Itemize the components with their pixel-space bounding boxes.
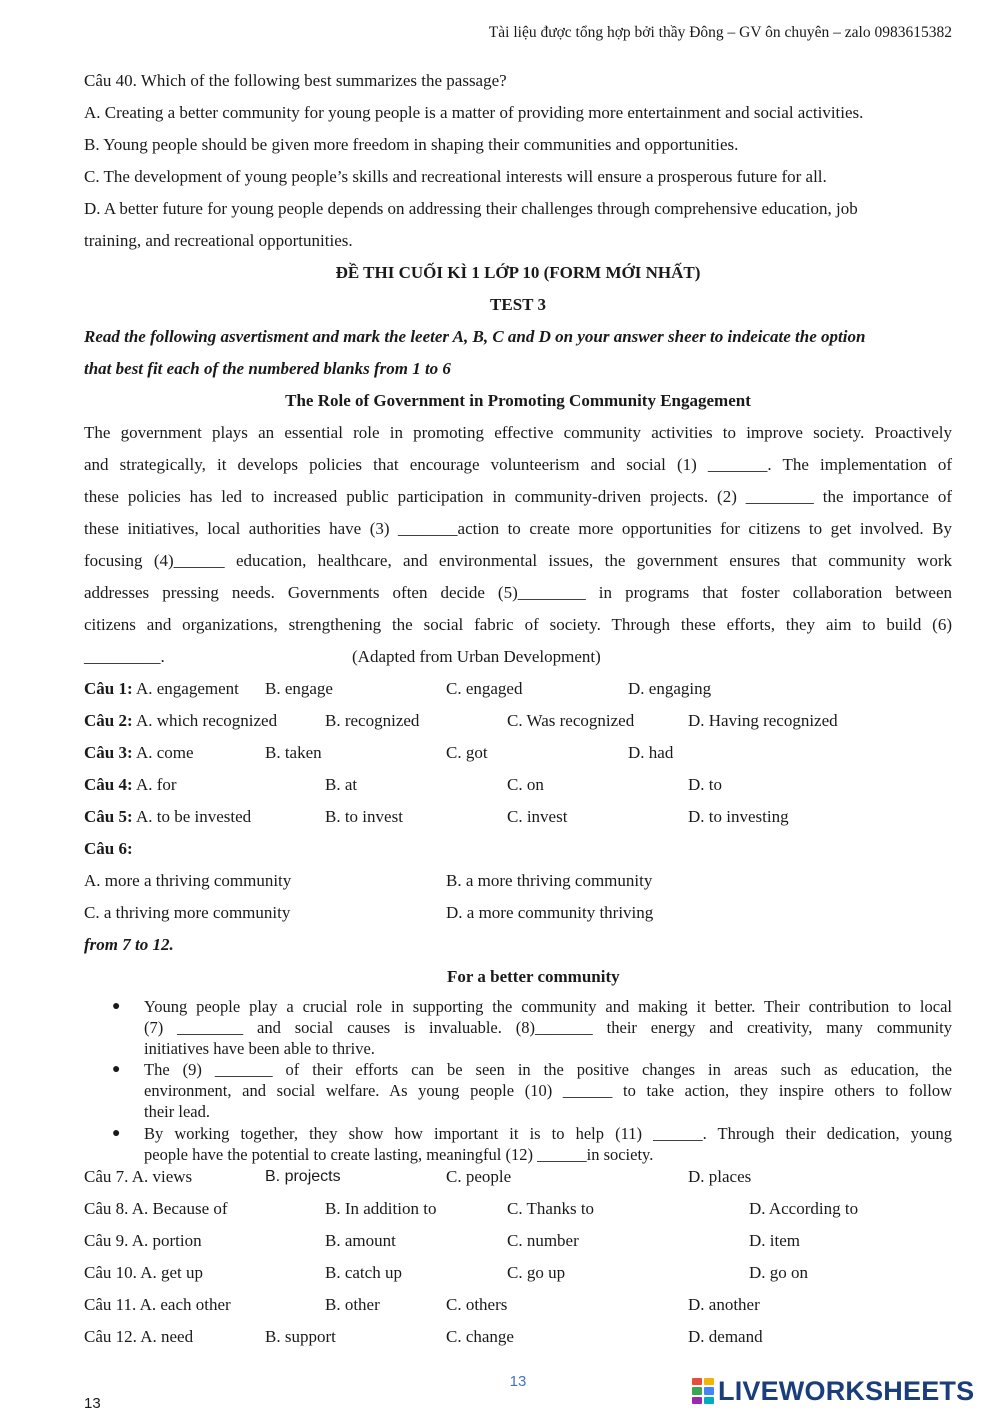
logo-tile <box>704 1397 714 1404</box>
q40-option-b: B. Young people should be given more freedom in shaping their communities and opportunities. <box>84 135 739 154</box>
q4-option-a[interactable]: A. for <box>135 775 177 794</box>
question-1: Câu 1: A. engagement <box>84 679 239 698</box>
bullet-line: (7) ________ and social causes is invaluable. (8)_______ their energy and creativity, many community <box>144 1018 952 1037</box>
q5-option-a[interactable]: A. to be invested <box>135 807 252 826</box>
bullet-dot-icon: ● <box>112 999 121 1014</box>
q40-question: Câu 40. Which of the following best summarizes the passage? <box>84 71 507 90</box>
passage-line: these policies has led to increased public participation in community-driven projects. (2) ________ the importance of <box>84 487 952 506</box>
q40-option-c: C. The development of young people’s skills and recreational interests will ensure a prosperous future for all. <box>84 167 827 186</box>
q3-option-d[interactable]: D. had <box>628 743 674 762</box>
q9-option-a[interactable]: A. portion <box>131 1231 202 1250</box>
q10-option-d[interactable]: D. go on <box>749 1263 809 1282</box>
question-7: Câu 7. A. views <box>84 1167 193 1186</box>
question-3: Câu 3: A. come <box>84 743 194 762</box>
question-5: Câu 5: A. to be invested <box>84 807 252 826</box>
bullet-line: Young people play a crucial role in supporting the community and making it better. Their contribution to local <box>144 997 952 1016</box>
q12-option-a[interactable]: A. need <box>140 1327 194 1346</box>
q6-option-a[interactable]: A. more a thriving community <box>84 871 292 890</box>
q8-option-c[interactable]: C. Thanks to <box>507 1199 595 1218</box>
bullet-line: The (9) _______ of their efforts can be seen in the positive changes in areas such as education, the <box>144 1060 952 1079</box>
question-8: Câu 8. A. Because of <box>84 1199 228 1218</box>
instruction-line-2: that best fit each of the numbered blanks from 1 to 6 <box>84 359 451 378</box>
q5-option-d[interactable]: D. to investing <box>688 807 789 826</box>
logo-tile <box>704 1387 714 1394</box>
q5-option-b[interactable]: B. to invest <box>325 807 403 826</box>
page-number-center: 13 <box>509 1373 527 1390</box>
q40-option-d-line1: D. A better future for young people depends on addressing their challenges through comprehensive education, job <box>84 199 858 218</box>
q5-option-c[interactable]: C. invest <box>507 807 568 826</box>
bullet-paragraph <box>84 1123 952 1165</box>
q11-option-c[interactable]: C. others <box>446 1295 508 1314</box>
q9-option-c[interactable]: C. number <box>507 1231 579 1250</box>
logo-tile <box>704 1378 714 1385</box>
passage-source: (Adapted from Urban Development) <box>352 647 601 666</box>
passage-line: citizens and organizations, strengthening the social fabric of society. Through these efforts, they aim to build (6) <box>84 615 952 634</box>
bullet-paragraph <box>84 996 952 1059</box>
q40-option-d-line2: training, and recreational opportunities. <box>84 231 353 250</box>
bullet-line: initiatives have been able to thrive. <box>144 1039 375 1058</box>
instruction-line-1: Read the following asvertisment and mark the leeter A, B, C and D on your answer sheer to indeicate the option <box>84 327 866 346</box>
q2-option-a[interactable]: A. which recognized <box>135 711 278 730</box>
brand-name: LIVEWORKSHEETS <box>718 1375 975 1406</box>
bullet-paragraph <box>84 1059 952 1122</box>
q3-option-a[interactable]: A. come <box>135 743 194 762</box>
exam-test-number: TEST 3 <box>490 295 546 314</box>
passage-line: focusing (4)______ education, healthcare, and environmental issues, the government ensures that community work <box>84 551 952 570</box>
question-12: Câu 12. A. need <box>84 1327 194 1346</box>
question-4: Câu 4: A. for <box>84 775 177 794</box>
bullet-line: environment, and social welfare. As young people (10) ______ to take action, they inspire others to follow <box>144 1081 952 1100</box>
q10-option-c[interactable]: C. go up <box>507 1263 566 1282</box>
q3-option-b[interactable]: B. taken <box>265 743 322 762</box>
q1-option-d[interactable]: D. engaging <box>628 679 712 698</box>
q11-option-b[interactable]: B. other <box>325 1295 380 1314</box>
q2-option-c[interactable]: C. Was recognized <box>507 711 635 730</box>
q8-option-a[interactable]: A. Because of <box>131 1199 228 1218</box>
passage-line: The government plays an essential role in promoting effective community activities to improve society. Proactively <box>84 423 952 442</box>
q1-option-c[interactable]: C. engaged <box>446 679 523 698</box>
q9-option-b[interactable]: B. amount <box>325 1231 396 1250</box>
q11-option-d[interactable]: D. another <box>688 1295 760 1314</box>
header-note: Tài liệu được tổng hợp bởi thầy Đông – GV ôn chuyên – zalo 0983615382 <box>488 24 952 41</box>
logo-tile <box>692 1397 702 1404</box>
q3-option-c[interactable]: C. got <box>446 743 488 762</box>
q10-option-a[interactable]: A. get up <box>140 1263 203 1282</box>
q6-option-b[interactable]: B. a more thriving community <box>446 871 653 890</box>
q40-option-a: A. Creating a better community for young people is a matter of providing more entertainment and social activities. <box>84 103 864 122</box>
bullet-dot-icon: ● <box>112 1062 121 1077</box>
q1-option-b[interactable]: B. engage <box>265 679 333 698</box>
question-10: Câu 10. A. get up <box>84 1263 203 1282</box>
q11-option-a[interactable]: A. each other <box>139 1295 231 1314</box>
passage-line: these initiatives, local authorities have (3) _______action to create more opportunities for citizens to get involved. By <box>84 519 952 538</box>
q7-option-b[interactable]: B. projects <box>265 1168 341 1185</box>
exam-title: ĐỀ THI CUỐI KÌ 1 LỚP 10 (FORM MỚI NHẤT) <box>335 263 701 282</box>
q1-option-a[interactable]: A. engagement <box>135 679 239 698</box>
question-9: Câu 9. A. portion <box>84 1231 202 1250</box>
q7-option-d[interactable]: D. places <box>688 1167 752 1186</box>
q2-option-b[interactable]: B. recognized <box>325 711 420 730</box>
blank-6: _________. <box>84 647 165 666</box>
question-11: Câu 11. A. each other <box>84 1295 231 1314</box>
liveworksheets-mark-icon <box>692 1378 714 1404</box>
q6-option-d[interactable]: D. a more community thriving <box>446 903 654 922</box>
q7-option-a[interactable]: A. views <box>131 1167 193 1186</box>
q6-option-c[interactable]: C. a thriving more community <box>84 903 291 922</box>
logo-tile <box>692 1378 702 1385</box>
question-2: Câu 2: A. which recognized <box>84 711 278 730</box>
q4-option-b[interactable]: B. at <box>325 775 358 794</box>
q7-option-c[interactable]: C. people <box>446 1167 512 1186</box>
q12-option-b[interactable]: B. support <box>265 1327 336 1346</box>
passage-line: addresses pressing needs. Governments often decide (5)________ in programs that foster collaboration between <box>84 583 952 602</box>
section-2-range: from 7 to 12. <box>84 935 174 954</box>
bullet-line: people have the potential to create lasting, meaningful (12) ______in society. <box>144 1145 654 1164</box>
section-2-title: For a better community <box>447 967 620 986</box>
q12-option-d[interactable]: D. demand <box>688 1327 763 1346</box>
page-number-footer: 13 <box>84 1395 101 1412</box>
liveworksheets-logo[interactable] <box>692 1375 974 1407</box>
bullet-line: their lead. <box>144 1102 210 1121</box>
bullet-dot-icon: ● <box>112 1126 121 1141</box>
q2-option-d[interactable]: D. Having recognized <box>688 711 838 730</box>
logo-tile <box>692 1387 702 1394</box>
q12-option-c[interactable]: C. change <box>446 1327 514 1346</box>
q4-option-d[interactable]: D. to <box>688 775 722 794</box>
q8-option-b[interactable]: B. In addition to <box>325 1199 437 1218</box>
passage-line: and strategically, it develops policies that encourage volunteerism and social (1) _______. The implementation of <box>84 455 952 474</box>
q10-option-b[interactable]: B. catch up <box>325 1263 402 1282</box>
question-6-label: Câu 6: <box>84 839 133 858</box>
passage-title: The Role of Government in Promoting Community Engagement <box>285 391 751 410</box>
bullet-line: By working together, they show how important it is to help (11) ______. Through their dedication, young <box>144 1124 952 1143</box>
q8-option-d[interactable]: D. According to <box>749 1199 859 1218</box>
q4-option-c[interactable]: C. on <box>507 775 544 794</box>
q9-option-d[interactable]: D. item <box>749 1231 800 1250</box>
